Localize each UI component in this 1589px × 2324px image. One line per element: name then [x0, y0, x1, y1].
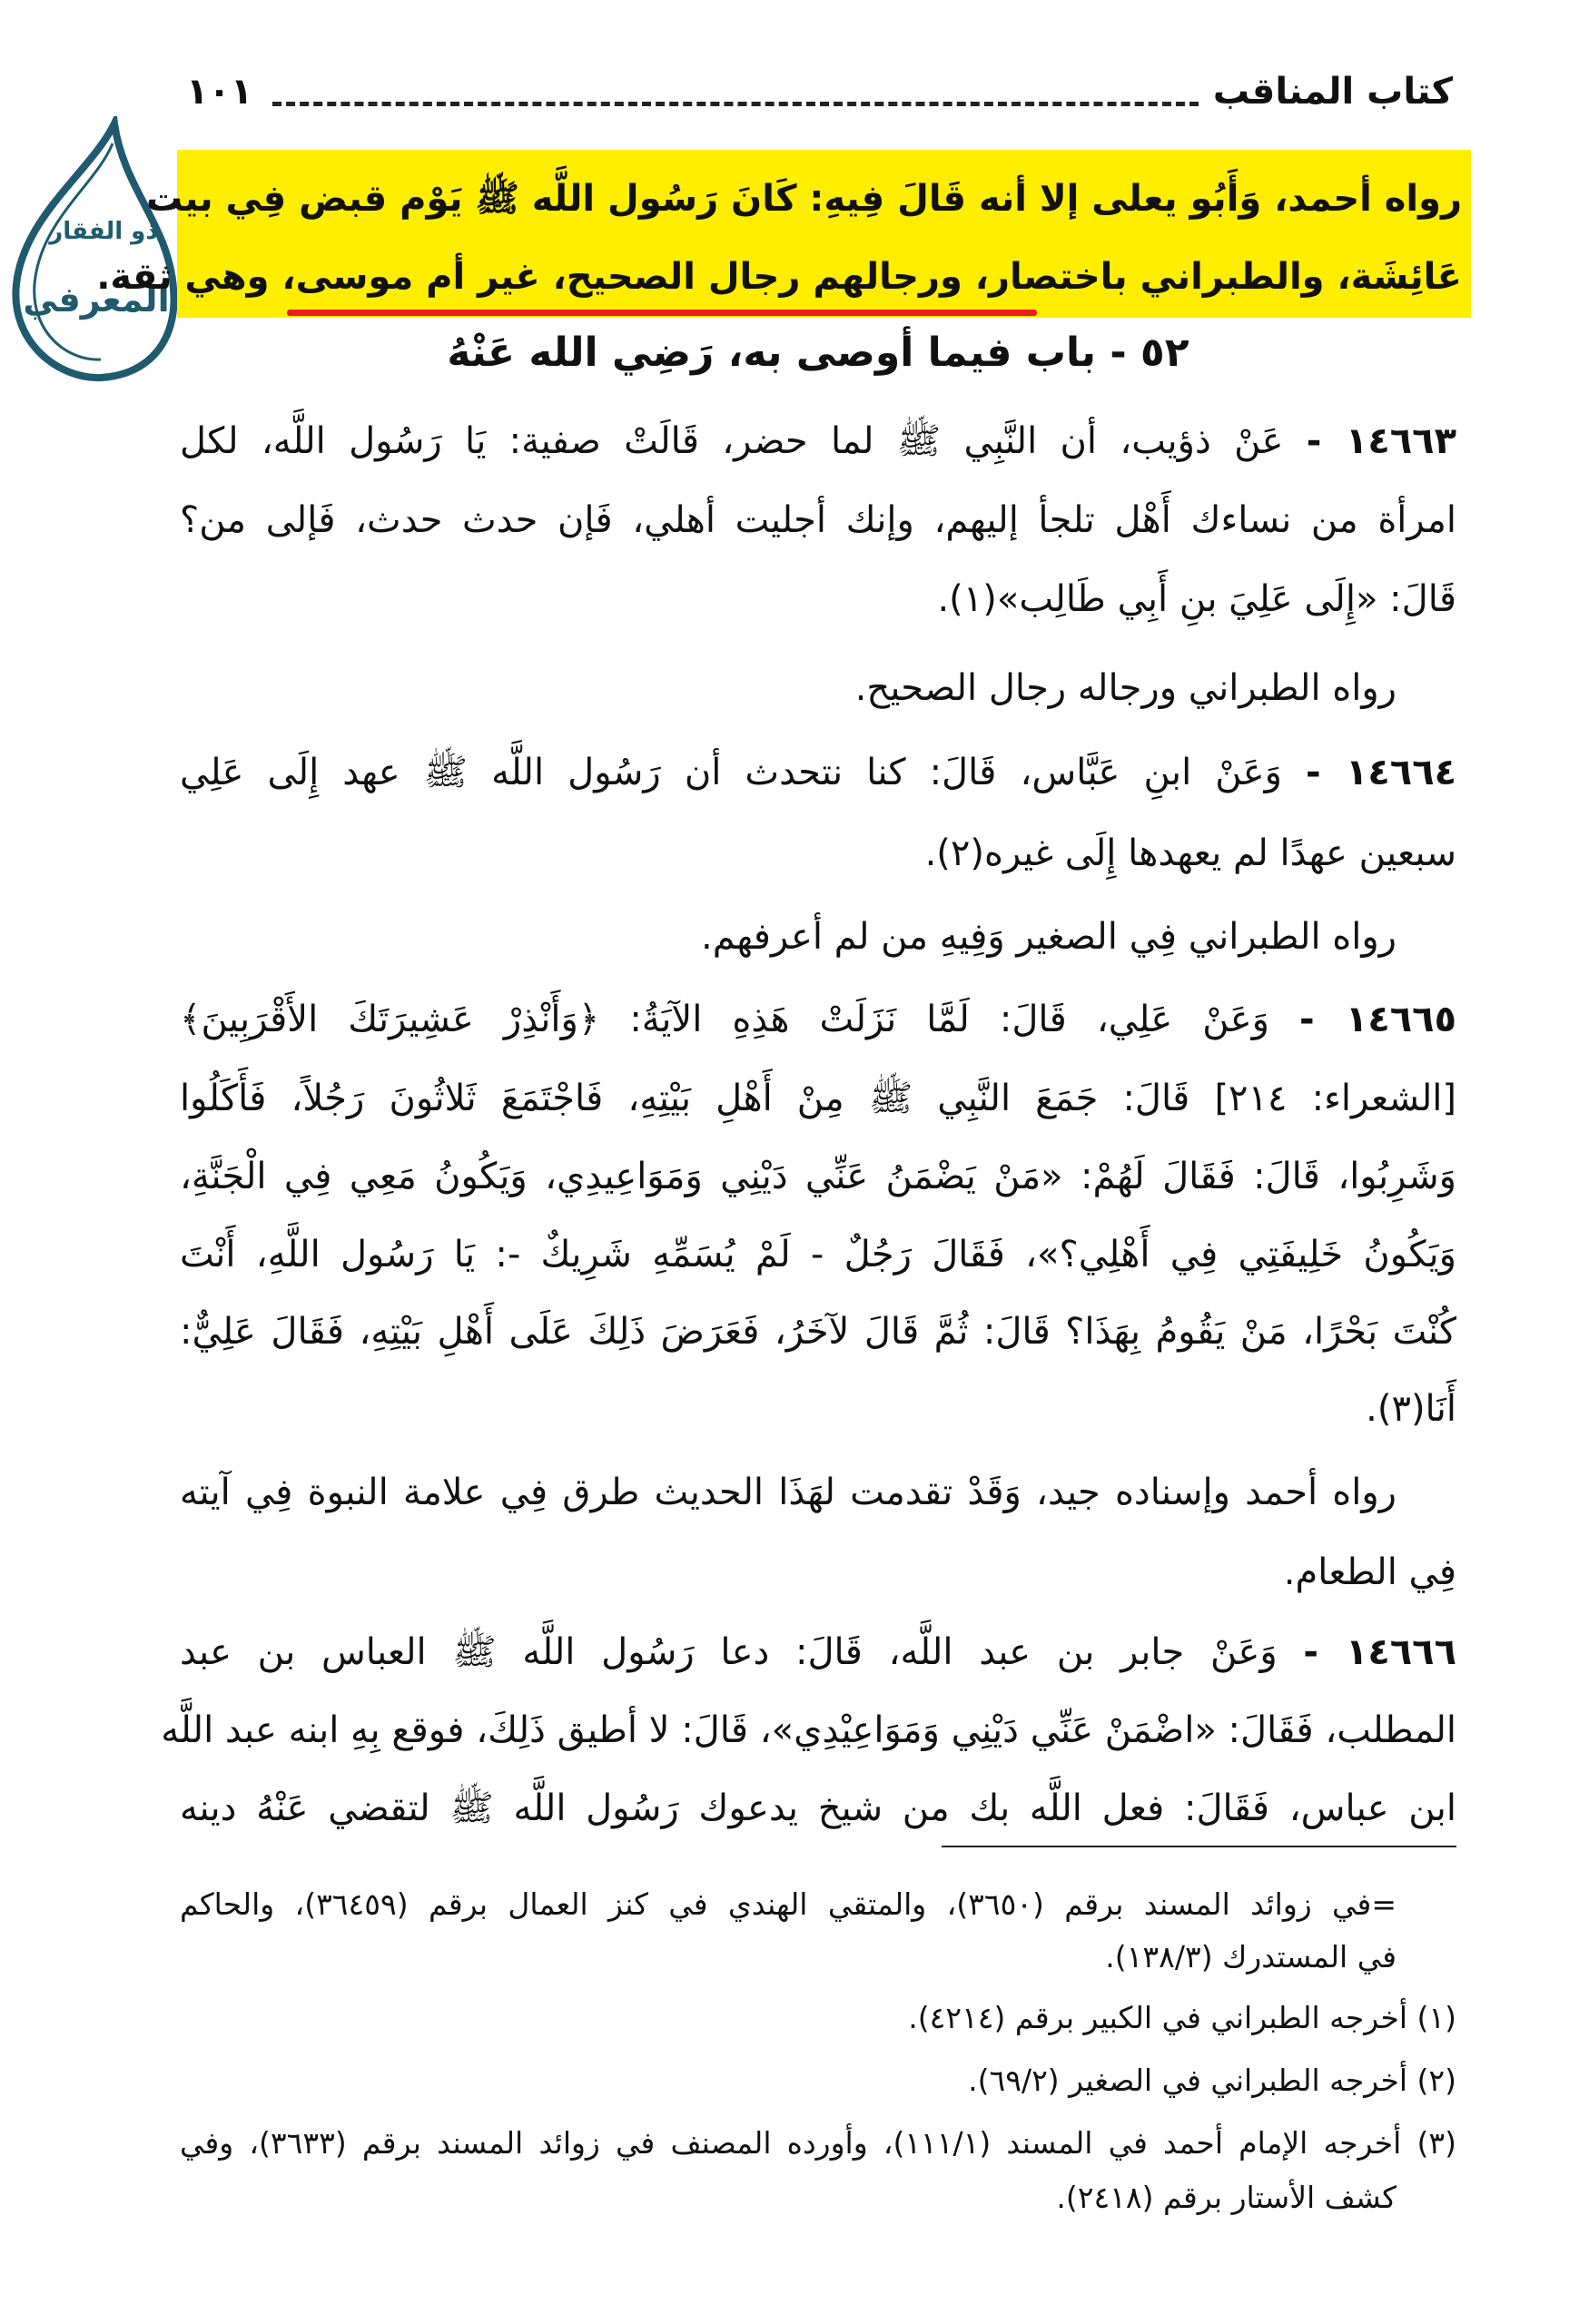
hadith-source: رواه أحمد وإسناده جيد، وَقَدْ تقدمت لهَذَا الحديث طرق فِي علامة النبوة فِي آيته: [180, 1472, 1397, 1513]
header-dashed-rule: [272, 102, 1199, 106]
hadith-line: امرأة من نساءك أَهْل تلجأ إليهم، وإنك أجليت أهلي، فَإن حدث حدث، فَإلى من؟: [180, 499, 1456, 541]
hadith-line: أَنَا(٣).: [1366, 1388, 1456, 1430]
hadith-line: المطلب، فَقَالَ: «اضْمَنْ عَنِّي دَيْنِي وَمَوَاعِيْدِي»، قَالَ: لا أطيق ذَلِكَ، فوقع بِهِ ابنه عبد اللَّه: [161, 1709, 1456, 1751]
hadith-line: وَيَكُونُ خَلِيفَتِي فِي أَهْلِي؟»، فَقَالَ رَجُلٌ - لَمْ يُسَمِّهِ شَرِيكٌ -: يَا رَسُول اللَّهِ، أَنْتَ: [180, 1234, 1456, 1275]
hadith-line: قَالَ: «إِلَى عَلِيَ بنِ أَبِي طَالِب»(١).: [937, 578, 1456, 620]
hadith-source: رواه الطبراني فِي الصغير وَفِيهِ من لم أعرفهم.: [700, 916, 1397, 958]
highlight-line: رواه أحمد، وَأَبُو يعلى إلا أنه قَالَ فِيهِ: كَانَ رَسُول اللَّه ﷺ يَوْم قبض فِي بيت: [145, 178, 1462, 220]
footnote-line: كشف الأستار برقم (٢٤١٨).: [1056, 2180, 1397, 2215]
footnote-3: (٣) أخرجه الإمام أحمد في المسند (١١١/١)، وأورده المصنف في زوائد المسند برقم (٣٦٣٣)، وفي: [180, 2125, 1456, 2161]
hadith-text: عَنْ ذؤيب، أن النَّبِي ﷺ لما حضر، قَالَتْ صفية: يَا رَسُول اللَّه، لكل: [180, 420, 1284, 462]
hadith-line: [180, 1614, 1456, 1690]
footnote-line: في المستدرك (١٣٨/٣).: [1105, 1939, 1397, 1974]
hadith-line: سبعين عهدًا لم يعهدها إِلَى غيره(٢).: [924, 832, 1456, 874]
chapter-heading: ٥٢ - باب فيما أوصى به، رَضِي الله عَنْهُ: [447, 330, 1189, 376]
footnote-separator: [942, 1846, 1456, 1847]
page-number: ١٠١: [186, 71, 253, 113]
footnote-2: (٢) أخرجه الطبراني في الصغير (٦٩/٢).: [968, 2063, 1456, 2098]
highlight-line: عَائِشَة، والطبراني باختصار، ورجالهم رجال الصحيح، غير أم موسى، وهي ثقة.: [96, 256, 1462, 298]
hadith-line: كُنْتَ بَحْرًا، مَنْ يَقُومُ بِهَذَا؟ قَالَ: ثُمَّ قَالَ لآخَرُ، فَعَرَضَ ذَلِكَ عَلَى أَهْلِ بَيْتِهِ، فَقَالَ عَلِيٌّ:: [180, 1311, 1456, 1353]
hadith-source: فِي الطعام.: [1283, 1551, 1456, 1593]
svg-text:المعرفي: المعرفي: [23, 280, 170, 320]
hadith-text: وَعَنْ جابر بن عبد اللَّه، قَالَ: دعا رَسُول اللَّه ﷺ العباس بن عبد: [180, 1631, 1278, 1673]
hadith-number: ١٤٦٦٤ -: [1306, 752, 1457, 793]
hadith-text: وَعَنْ ابنِ عَبَّاس، قَالَ: كنا نتحدث أن رَسُول اللَّه ﷺ عهد إِلَى عَلِي: [180, 752, 1282, 793]
book-title: كتاب المناقب: [1212, 71, 1453, 113]
hadith-line: [الشعراء: ٢١٤] قَالَ: جَمَعَ النَّبِي ﷺ مِنْ أَهْلِ بَيْتِهِ، فَاجْتَمَعَ ثَلاثُونَ رَجُلاً، فَأَكَلُوا: [180, 1078, 1456, 1119]
hadith-number: ١٤٦٦٣ -: [1306, 420, 1456, 462]
svg-text:ذو الفقار: ذو الفقار: [49, 218, 158, 245]
hadith-line: ابن عباس، فَقَالَ: فعل اللَّه بك من شيخ يدعوك رَسُول اللَّه ﷺ لتقضي عَنْهُ دينه: [180, 1787, 1456, 1829]
footnote-line: =في زوائد المسند برقم (٣٦٥٠)، والمتقي الهندي في كنز العمال برقم (٣٦٤٥٩)، والحاكم: [180, 1886, 1397, 1922]
hadith-line: [180, 403, 1456, 479]
hadith-number: ١٤٦٦٦ -: [1303, 1631, 1457, 1673]
hadith-text: وَعَنْ عَلِي، قَالَ: لَمَّا نَزَلَتْ هَذِهِ الآيَةُ: ﴿وَأَنْذِرْ عَشِيرَتَكَ الأَقْرَبِينَ﴾: [180, 999, 1269, 1040]
hadith-line: [180, 981, 1456, 1058]
hadith-line: وَشَرِبُوا، قَالَ: فَقَالَ لَهُمْ: «مَنْ يَضْمَنُ عَنِّي دَيْنِي وَمَوَاعِيدِي، وَيَكُونُ مَعِي فِي الْجَنَّةِ،: [180, 1156, 1456, 1197]
hadith-number: ١٤٦٦٥ -: [1299, 999, 1456, 1040]
hadith-source: رواه الطبراني ورجاله رجال الصحيح.: [854, 667, 1397, 709]
hadith-line: [180, 734, 1456, 811]
footnote-1: (١) أخرجه الطبراني في الكبير برقم (٤٢١٤).: [908, 2000, 1456, 2035]
